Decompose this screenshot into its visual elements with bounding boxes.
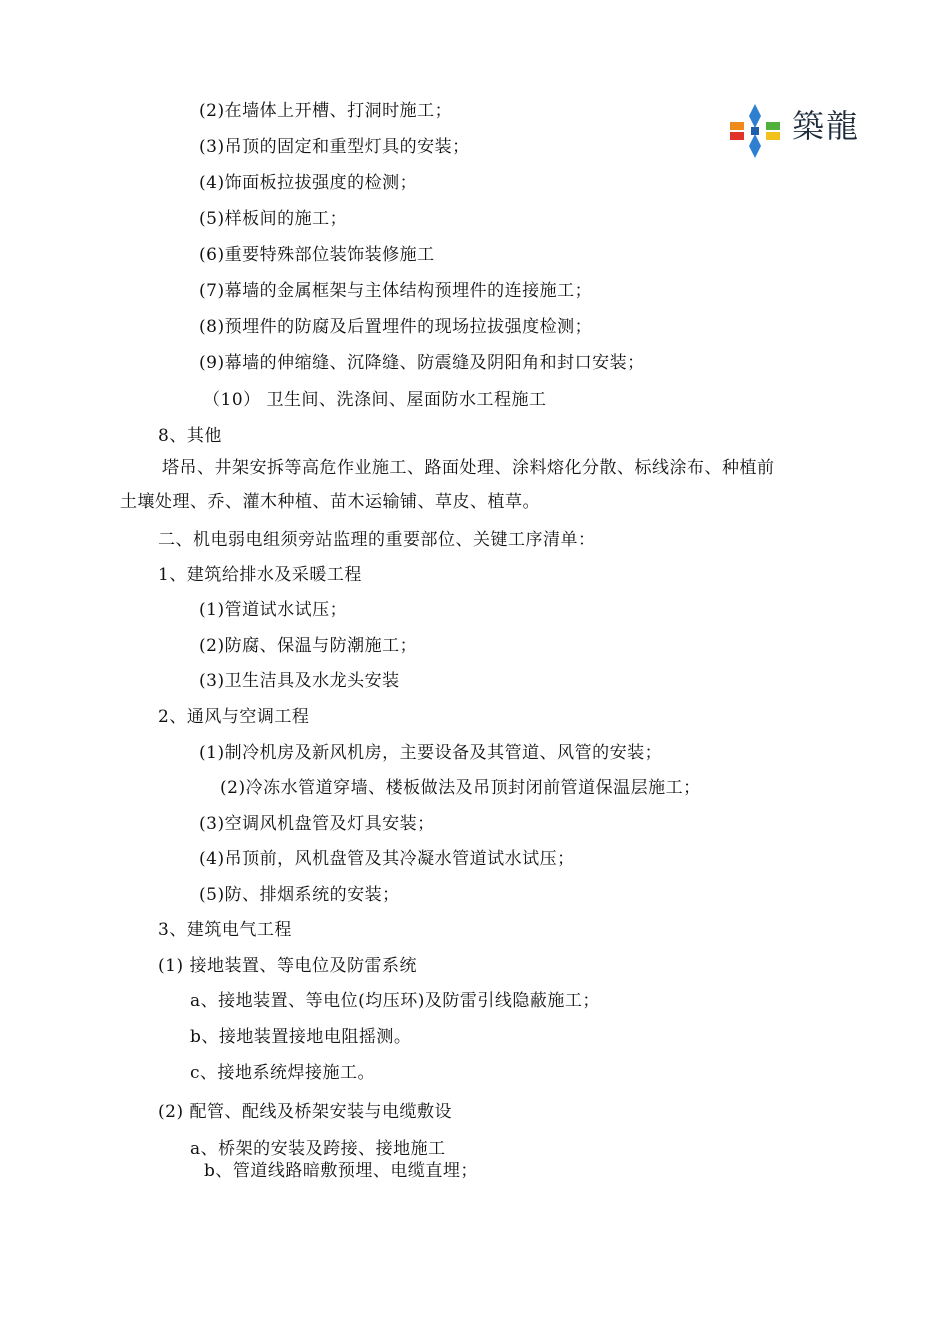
list-item: (2)防腐、保温与防潮施工； — [199, 636, 418, 656]
list-item: b、管道线路暗敷预埋、电缆直埋； — [204, 1161, 478, 1181]
zhulong-logo — [726, 102, 866, 162]
section-heading: 8、其他 — [158, 426, 222, 446]
list-item: (1) 接地装置、等电位及防雷系统 — [158, 956, 417, 976]
list-item: a、桥架的安装及跨接、接地施工 — [190, 1139, 446, 1159]
list-item: (2) 配管、配线及桥架安装与电缆敷设 — [158, 1102, 452, 1122]
list-item: （10） 卫生间、洗涤间、屋面防水工程施工 — [203, 390, 547, 410]
list-item: (3)空调风机盘管及灯具安装； — [199, 814, 435, 834]
section-heading: 二、机电弱电组须旁站监理的重要部位、关键工序清单： — [158, 530, 596, 550]
logo-wordmark: 築龍 — [792, 107, 861, 145]
list-item: (4)饰面板拉拔强度的检测； — [199, 173, 418, 193]
list-item: a、接地装置、等电位(均压环)及防雷引线隐蔽施工； — [190, 991, 600, 1011]
list-item: (3)吊顶的固定和重型灯具的安装； — [199, 137, 470, 157]
list-item: (8)预埋件的防腐及后置埋件的现场拉拔强度检测； — [199, 317, 593, 337]
list-item: (4)吊顶前，风机盘管及其冷凝水管道试水试压； — [199, 849, 575, 869]
subsection-heading: 3、建筑电气工程 — [158, 920, 292, 940]
list-item: (5)防、排烟系统的安装； — [199, 885, 400, 905]
list-item: b、接地装置接地电阻摇测。 — [190, 1027, 412, 1047]
subsection-heading: 2、通风与空调工程 — [158, 707, 310, 727]
list-item: (1)制冷机房及新风机房，主要设备及其管道、风管的安装； — [199, 743, 663, 763]
subsection-heading: 1、建筑给排水及采暖工程 — [158, 565, 362, 585]
paragraph-line: 土壤处理、乔、灌木种植、苗木运输铺、草皮、植草。 — [120, 492, 540, 512]
list-item: (5)样板间的施工； — [199, 209, 348, 229]
list-item: (7)幕墙的金属框架与主体结构预埋件的连接施工； — [199, 281, 593, 301]
pinwheel-logo-icon — [726, 102, 784, 160]
list-item: (3)卫生洁具及水龙头安装 — [199, 671, 400, 691]
list-item: (9)幕墙的伸缩缝、沉降缝、防震缝及阴阳角和封口安装； — [199, 353, 645, 373]
paragraph-line: 塔吊、井架安拆等高危作业施工、路面处理、涂料熔化分散、标线涂布、种植前 — [162, 458, 775, 478]
list-item: c、接地系统焊接施工。 — [190, 1063, 376, 1083]
list-item: (2)在墙体上开槽、打洞时施工； — [199, 101, 453, 121]
list-item: (1)管道试水试压； — [199, 600, 348, 620]
list-item: (2)冷冻水管道穿墙、楼板做法及吊顶封闭前管道保温层施工； — [220, 778, 701, 798]
list-item: (6)重要特殊部位装饰装修施工 — [199, 245, 435, 265]
